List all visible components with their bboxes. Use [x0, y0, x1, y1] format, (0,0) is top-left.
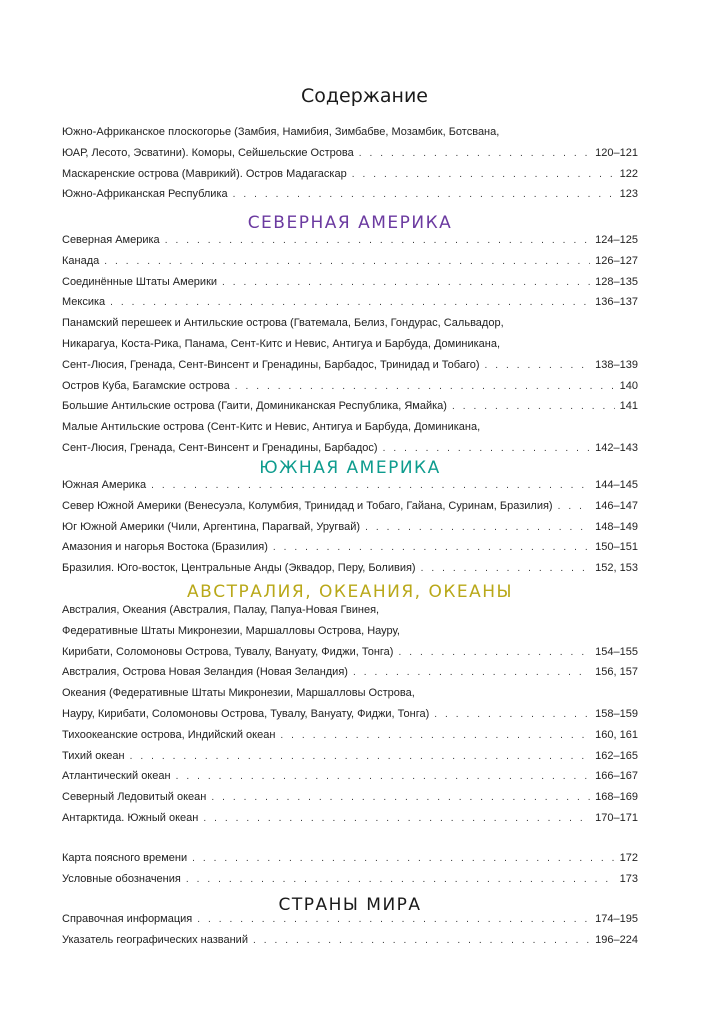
section-heading: ЮЖНАЯ АМЕРИКА [259, 458, 441, 478]
toc-page-number: 142–143 [595, 442, 638, 454]
toc-entry[interactable] [62, 295, 638, 309]
dot-leader [197, 913, 590, 926]
dot-leader [353, 666, 590, 679]
toc-entry[interactable] [62, 379, 638, 393]
dot-leader [235, 380, 615, 393]
page-title: Содержание [301, 85, 428, 107]
dot-leader [452, 400, 615, 413]
toc-page-number: 168–169 [595, 791, 638, 804]
toc-entry[interactable] [62, 420, 638, 434]
toc-entry[interactable] [62, 749, 638, 763]
toc-entry-text: Атлантический океан [62, 770, 171, 783]
toc-entry-text: Большие Антильские острова (Гаити, Доминиканская Республика, Ямайка) [62, 400, 447, 413]
toc-entry-text: Никарагуа, Коста-Рика, Панама, Сент-Китс и Невис, Антигуа и Барбуда, Доминикана, [62, 338, 501, 350]
toc-page-number: 154–155 [595, 645, 638, 658]
dot-leader [421, 562, 591, 575]
toc-entry-text: Остров Куба, Багамские острова [62, 379, 230, 392]
dot-leader [192, 852, 615, 865]
dot-leader [222, 276, 590, 289]
toc-page-number: 146–147 [595, 499, 638, 512]
toc-entry-text: Панамский перешеек и Антильские острова (Гватемала, Белиз, Гондурас, Сальвадор, [62, 317, 504, 330]
dot-leader [211, 791, 590, 804]
toc-page-number: 136–137 [595, 296, 638, 309]
dot-leader [558, 500, 591, 513]
toc-entry[interactable] [62, 478, 638, 492]
toc-entry-text: Южно-Африканская Республика [62, 188, 228, 201]
toc-page-number: 173 [619, 872, 638, 885]
toc-entry-text: Северная Америка [62, 234, 160, 246]
toc-entry-text: Карта поясного времени [62, 852, 188, 864]
toc-entry-text: Антарктида. Южный океан [62, 812, 199, 824]
toc-page-number: 123 [619, 188, 638, 201]
toc-page-number: 120–121 [595, 146, 638, 159]
toc-entry-text: Указатель географических названий [62, 933, 248, 946]
toc-page-number: 170–171 [595, 812, 638, 824]
toc-entry-text: Маскаренские острова (Маврикий). Остров Мадагаскар [62, 167, 347, 180]
toc-entry-text: Сент-Люсия, Гренада, Сент-Винсент и Гренадины, Барбадос) [62, 442, 378, 454]
toc-page-number: 174–195 [595, 913, 638, 925]
toc-entry[interactable] [62, 811, 638, 825]
dot-leader [130, 750, 591, 763]
toc-page-number: 138–139 [595, 358, 638, 371]
toc-page-number: 152, 153 [595, 562, 638, 575]
toc-entry[interactable] [62, 233, 638, 247]
dot-leader [253, 934, 590, 947]
dot-leader [352, 168, 615, 181]
toc-entry[interactable] [62, 540, 638, 554]
toc-entry[interactable] [62, 441, 638, 455]
toc-entry-text: ЮАР, Лесото, Эсватини). Коморы, Сейшельские Острова [62, 146, 354, 159]
toc-page-number: 141 [619, 400, 638, 413]
dot-leader [203, 812, 590, 825]
dot-leader [280, 729, 590, 742]
toc-entry-text: Австралия, Острова Новая Зеландия (Новая Зеландия) [62, 666, 348, 679]
toc-entry[interactable] [62, 275, 638, 289]
toc-entry-text: Австралия, Океания (Австралия, Палау, Папуа-Новая Гвинея, [62, 604, 380, 616]
dot-leader [233, 188, 615, 201]
dot-leader [151, 479, 590, 492]
toc-entry[interactable] [62, 912, 638, 926]
toc-page-number: 156, 157 [595, 666, 638, 679]
toc-entry-text: Южная Америка [62, 479, 147, 491]
toc-entry-text: Тихоокеанские острова, Индийский океан [62, 728, 276, 741]
toc-page-number: 162–165 [595, 749, 638, 762]
toc-entry[interactable] [62, 851, 638, 865]
toc-entry[interactable] [62, 316, 638, 330]
dot-leader [359, 147, 590, 160]
dot-leader [165, 234, 590, 247]
toc-page-number: 196–224 [595, 933, 638, 946]
dot-leader [104, 255, 590, 268]
toc-entry-text: Условные обозначения [62, 872, 181, 885]
dot-leader [383, 442, 591, 455]
toc-page-number: 158–159 [595, 708, 638, 720]
toc-page-number: 126–127 [595, 254, 638, 267]
toc-page-number: 160, 161 [595, 728, 638, 741]
toc-entry[interactable] [62, 254, 638, 268]
toc-entry[interactable] [62, 872, 638, 886]
toc-entry[interactable] [62, 707, 638, 721]
toc-entry[interactable] [62, 337, 638, 351]
toc-entry[interactable] [62, 769, 638, 783]
section-heading: СТРАНЫ МИРА [278, 895, 422, 915]
toc-entry-text: Южно-Африканское плоскогорье (Замбия, Намибия, Зимбабве, Мозамбик, Ботсвана, [62, 126, 500, 138]
toc-page-number: 166–167 [595, 770, 638, 783]
dot-leader [398, 646, 590, 659]
toc-entry[interactable] [62, 603, 638, 617]
toc-entry[interactable] [62, 561, 638, 575]
toc-page-number: 172 [619, 852, 638, 864]
toc-page-number: 122 [619, 167, 638, 180]
toc-entry-text: Север Южной Америки (Венесуэла, Колумбия, Тринидад и Тобаго, Гайана, Суринам, Бразилия) [62, 499, 553, 512]
toc-entry[interactable] [62, 187, 638, 201]
toc-entry-text: Бразилия. Юго-восток, Центральные Анды (Эквадор, Перу, Боливия) [62, 562, 416, 575]
toc-entry[interactable] [62, 399, 638, 413]
toc-entry[interactable] [62, 933, 638, 947]
toc-entry-text: Океания (Федеративные Штаты Микронезии, Маршалловы Острова, [62, 687, 415, 700]
dot-leader [434, 708, 590, 721]
toc-entry-text: Справочная информация [62, 913, 193, 925]
dot-leader [176, 770, 591, 783]
toc-page-number: 124–125 [595, 234, 638, 246]
toc-entry[interactable] [62, 358, 638, 372]
toc-page-number: 128–135 [595, 275, 638, 288]
section-heading: АВСТРАЛИЯ, ОКЕАНИЯ, ОКЕАНЫ [186, 582, 514, 602]
toc-page-number: 150–151 [595, 541, 638, 554]
dot-leader [273, 541, 590, 554]
toc-entry[interactable] [62, 499, 638, 513]
toc-entry-text: Мексика [62, 296, 106, 309]
toc-entry[interactable] [62, 624, 638, 638]
toc-entry-text: Канада [62, 254, 100, 267]
dot-leader [110, 296, 590, 309]
toc-entry[interactable] [62, 645, 638, 659]
dot-leader [365, 521, 590, 534]
toc-page-number: 148–149 [595, 520, 638, 533]
toc-entry-text: Соединённые Штаты Америки [62, 275, 218, 288]
toc-entry[interactable] [62, 686, 638, 700]
toc-entry-text: Юг Южной Америки (Чили, Аргентина, Парагвай, Уругвай) [62, 520, 361, 533]
dot-leader [485, 359, 591, 372]
toc-entry-text: Тихий океан [62, 749, 125, 762]
toc-page-number: 144–145 [595, 479, 638, 491]
toc-entry-text: Кирибати, Соломоновы Острова, Тувалу, Вануату, Фиджи, Тонга) [62, 645, 394, 658]
section-heading: СЕВЕРНАЯ АМЕРИКА [247, 213, 453, 233]
toc-page-number: 140 [619, 379, 638, 392]
toc-entry-text: Амазония и нагорья Востока (Бразилия) [62, 541, 268, 554]
toc-entry-text: Федеративные Штаты Микронезии, Маршалловы Острова, Науру, [62, 624, 400, 637]
dot-leader [186, 873, 615, 886]
toc-entry[interactable] [62, 125, 638, 139]
toc-entry[interactable] [62, 790, 638, 804]
toc-entry-text: Науру, Кирибати, Соломоновы Острова, Тувалу, Вануату, Фиджи, Тонга) [62, 708, 430, 720]
toc-entry[interactable] [62, 665, 638, 679]
toc-entry-text: Малые Антильские острова (Сент-Китс и Невис, Антигуа и Барбуда, Доминикана, [62, 421, 481, 434]
toc-entry[interactable] [62, 520, 638, 534]
toc-entry[interactable] [62, 146, 638, 160]
toc-entry-text: Северный Ледовитый океан [62, 791, 207, 804]
toc-entry-text: Сент-Люсия, Гренада, Сент-Винсент и Гренадины, Барбадос, Тринидад и Тобаго) [62, 358, 480, 371]
toc-entry[interactable] [62, 167, 638, 181]
toc-entry[interactable] [62, 728, 638, 742]
